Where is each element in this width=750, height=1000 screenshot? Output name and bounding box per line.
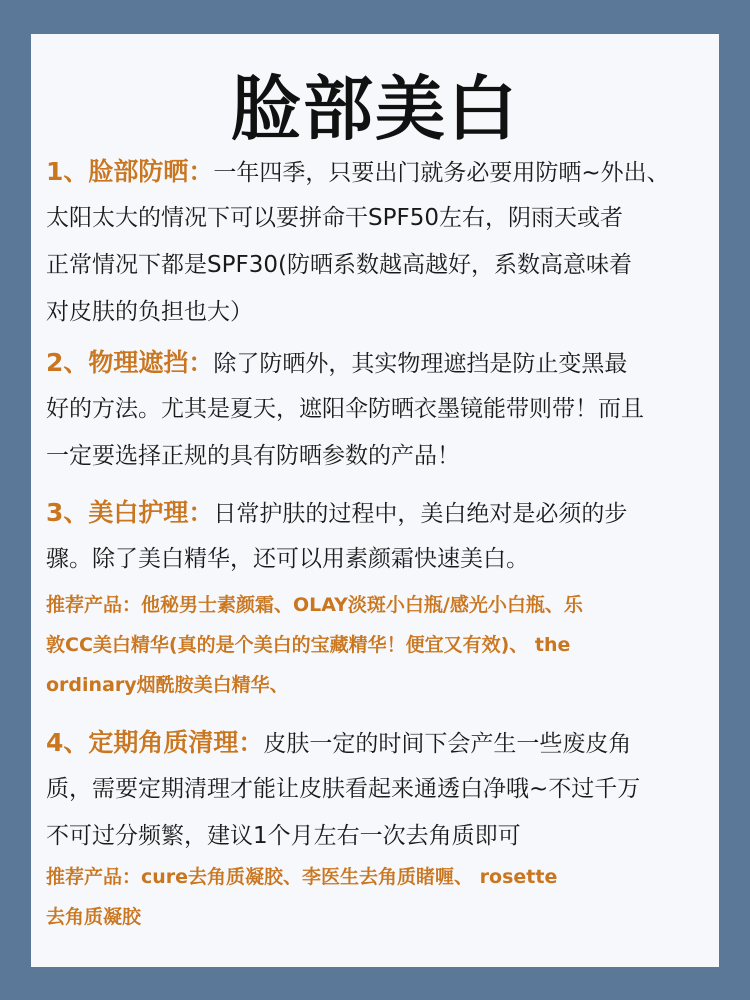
section-whitening-care bbox=[46, 489, 706, 583]
section-heading: 1、脸部防晒： bbox=[46, 157, 214, 186]
recommend-products-exfoliation bbox=[46, 857, 706, 937]
section-heading: 3、美白护理： bbox=[46, 498, 214, 527]
section-text: 质，需要定期清理才能让皮肤看起来通透白净哦~不过千万 bbox=[46, 776, 641, 802]
section-text: 一年四季，只要出门就务必要用防晒~外出、 bbox=[213, 160, 670, 186]
section-exfoliation bbox=[46, 719, 706, 860]
section-physical-block bbox=[46, 339, 706, 480]
recommend-line: ordinary烟酰胺美白精华、 bbox=[46, 674, 289, 696]
recommend-line: 推荐产品：cure去角质凝胶、李医生去角质睹喱、 rosette bbox=[46, 866, 558, 888]
recommend-line: 敦CC美白精华(真的是个美白的宝藏精华！便宜又有效)、 the bbox=[46, 634, 571, 656]
section-line bbox=[46, 339, 706, 386]
section-line bbox=[46, 489, 706, 536]
page-title: 脸部美白 bbox=[231, 68, 519, 150]
section-text: 不可过分频繁，建议1个月左右一次去角质即可 bbox=[46, 823, 521, 849]
section-face-sunscreen bbox=[46, 148, 706, 336]
section-text: 日常护肤的过程中，美白绝对是必须的步 bbox=[213, 501, 628, 527]
section-line bbox=[46, 148, 706, 195]
section-text: 皮肤一定的时间下会产生一些废皮角 bbox=[263, 731, 632, 757]
section-text: 一定要选择正规的具有防晒参数的产品！ bbox=[46, 443, 460, 469]
recommend-products-whitening bbox=[46, 585, 706, 705]
section-heading: 2、物理遮挡： bbox=[46, 348, 214, 377]
section-text: 好的方法。尤其是夏天，遮阳伞防晒衣墨镜能带则带！而且 bbox=[46, 396, 644, 422]
section-line bbox=[46, 719, 706, 766]
content-card bbox=[31, 34, 719, 967]
recommend-line: 推荐产品：他秘男士素颜霜、OLAY淡斑小白瓶/感光小白瓶、乐 bbox=[46, 594, 583, 616]
section-heading: 4、定期角质清理： bbox=[46, 728, 264, 757]
section-text: 正常情况下都是SPF30(防晒系数越高越好，系数高意味着 bbox=[46, 252, 632, 278]
section-text: 骤。除了美白精华，还可以用素颜霜快速美白。 bbox=[46, 546, 529, 572]
section-text: 除了防晒外，其实物理遮挡是防止变黑最 bbox=[213, 351, 628, 377]
recommend-line: 去角质凝胶 bbox=[46, 906, 142, 928]
section-text: 对皮肤的负担也大） bbox=[46, 299, 253, 325]
section-text: 太阳太大的情况下可以要拼命干SPF50左右，阴雨天或者 bbox=[46, 205, 623, 231]
